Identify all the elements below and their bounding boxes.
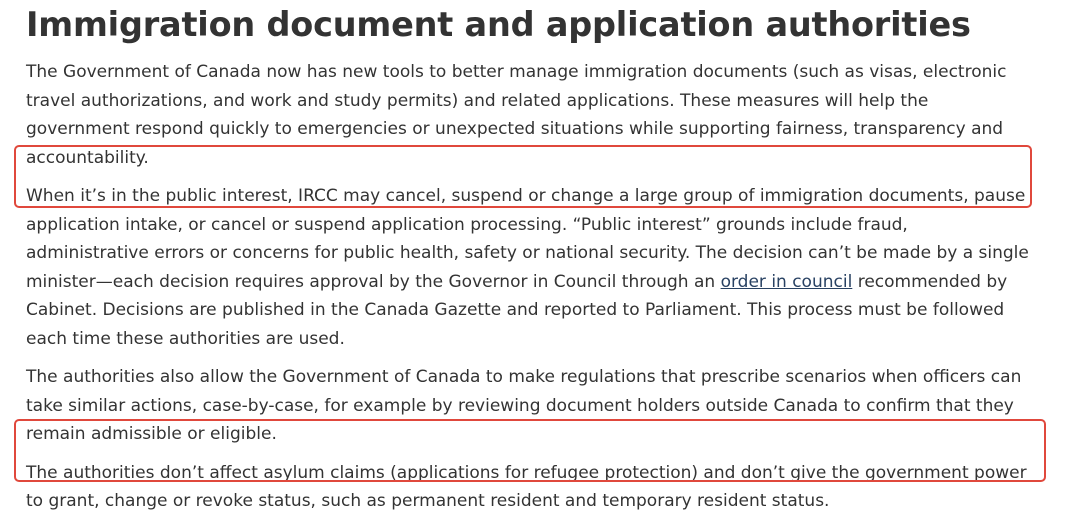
paragraph-regulations: The authorities also allow the Government of Canada to make regulations that prescribe scenarios when officers can take similar actions, case-by-case, for example by reviewing document holders outside Canada to confirm that they remain admissible or eligible. [26,367,1022,444]
article [26,0,1036,516]
paragraph-public-interest-text-2: recommended by Cabinet. Decisions are published in the Canada Gazette and reported to Parliament. This process must be followed each time these authorities are used. [26,271,1008,349]
paragraph-intro: The Government of Canada now has new tools to better manage immigration documents (such as visas, electronic travel authorizations, and work and study permits) and related applications. These measures will help the government respond quickly to emergencies or unexpected situations while supporting fairness, transparency and accountability. [26,62,1007,168]
paragraph-public-interest-text-1: When it’s in the public interest, IRCC may cancel, suspend or change a large group of immigration documents, pause application intake, or cancel or suspend application processing. “Public interest” grounds include fraud, administrative errors or concerns for public health, safety or national security. The decision can’t be made by a single minister—each decision requires approval by the Governor in Council through an [26,186,1029,292]
paragraph-public-interest [26,182,1036,353]
paragraph-asylum: The authorities don’t affect asylum claims (applications for refugee protection) and don’t give the government power to grant, change or revoke status, such as permanent resident and temporary resident status. [26,462,1027,511]
order-in-council-link[interactable]: order in council [720,271,853,292]
page-title: Immigration document and application authorities [26,5,971,44]
